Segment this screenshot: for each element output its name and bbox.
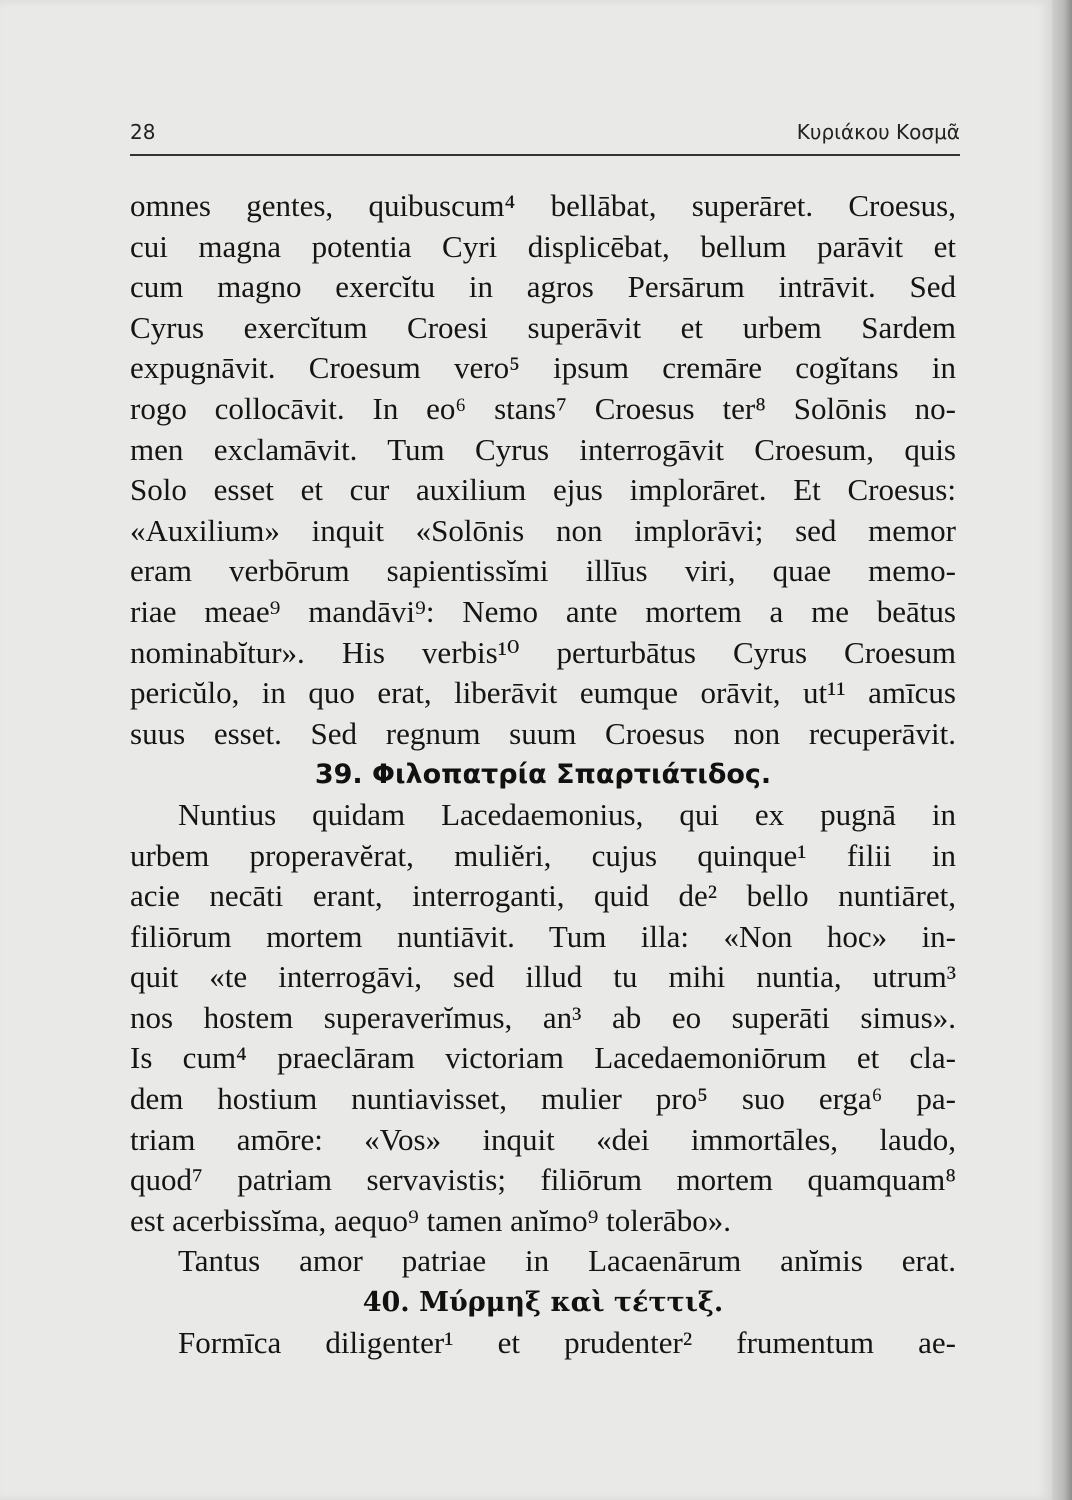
text-line: dem hostium nuntiavisset, mulier pro⁵ suo erga⁶ pa- xyxy=(130,1081,956,1117)
text-body xyxy=(130,186,956,1363)
text-line: filiōrum mortem nuntiāvit. Tum illa: «Non hoc» in- xyxy=(130,918,956,954)
section-heading-40: 40. Μύρμηξ καὶ τέττιξ. xyxy=(362,1287,724,1319)
text-line: riae meae⁹ mandāvi⁹: Nemo ante mortem a me beātus xyxy=(130,593,956,629)
section-heading-39: 39. Φιλοπατρία Σπαρτιάτιδος. xyxy=(314,759,772,791)
running-head-author: Κυριάκου Κοσμᾶ xyxy=(796,120,960,144)
text-line: urbem properavĕrat, muliĕri, cujus quinque¹ filii in xyxy=(130,837,956,873)
running-header xyxy=(130,120,960,150)
text-line: «Auxilium» inquit «Solōnis non implorāvi; sed memor xyxy=(130,512,956,548)
text-line: est acerbissĭma, aequo⁹ tamen anĭmo⁹ tolerābo». xyxy=(130,1202,731,1238)
text-line: Formīca diligenter¹ et prudenter² frumentum ae- xyxy=(178,1324,956,1360)
text-line: Solo esset et cur auxilium ejus implorāret. Et Croesus: xyxy=(130,472,956,508)
text-line: quod⁷ patriam servavistis; filiōrum mortem quamquam⁸ xyxy=(130,1162,956,1198)
text-line: omnes gentes, quibuscum⁴ bellābat, superāret. Croesus, xyxy=(130,188,956,223)
text-line: nos hostem superaverĭmus, an³ ab eo superāti simus». xyxy=(130,999,956,1035)
text-line: suus esset. Sed regnum suum Croesus non recuperāvit. xyxy=(130,715,956,751)
page-edge-shadow xyxy=(1052,0,1072,1500)
page-number: 28 xyxy=(130,120,156,144)
text-line: rogo collocāvit. In eo⁶ stans⁷ Croesus ter⁸ Solōnis no- xyxy=(130,390,956,426)
text-line: pericŭlo, in quo erat, liberāvit eumque orāvit, ut¹¹ amīcus xyxy=(130,675,956,711)
text-line: triam amōre: «Vos» inquit «dei immortāles, laudo, xyxy=(130,1121,956,1157)
text-line: cum magno exercĭtu in agros Persārum intrāvit. Sed xyxy=(130,269,956,305)
text-line: quit «te interrogāvi, sed illud tu mihi nuntia, utrum³ xyxy=(130,959,956,995)
header-rule xyxy=(130,154,960,156)
text-line: cui magna potentia Cyri displicēbat, bellum parāvit et xyxy=(130,228,956,264)
text-line: eram verbōrum sapientissĭmi illīus viri, quae memo- xyxy=(130,553,956,589)
text-line: Cyrus exercĭtum Croesi superāvit et urbem Sardem xyxy=(130,309,956,345)
text-line: expugnāvit. Croesum vero⁵ ipsum cremāre cogĭtans in xyxy=(130,350,956,386)
text-line: Tantus amor patriae in Lacaenārum anĭmis erat. xyxy=(178,1243,956,1279)
text-line: Is cum⁴ praeclāram victoriam Lacedaemoniōrum et cla- xyxy=(130,1040,956,1076)
text-line: Nuntius quidam Lacedaemonius, qui ex pugnā in xyxy=(178,796,956,832)
text-line: men exclamāvit. Tum Cyrus interrogāvit Croesum, quis xyxy=(130,431,956,467)
text-line: nominabĭtur». His verbis¹⁰ perturbātus Cyrus Croesum xyxy=(130,634,956,670)
text-line: acie necāti erant, interroganti, quid de² bello nuntiāret, xyxy=(130,878,956,914)
